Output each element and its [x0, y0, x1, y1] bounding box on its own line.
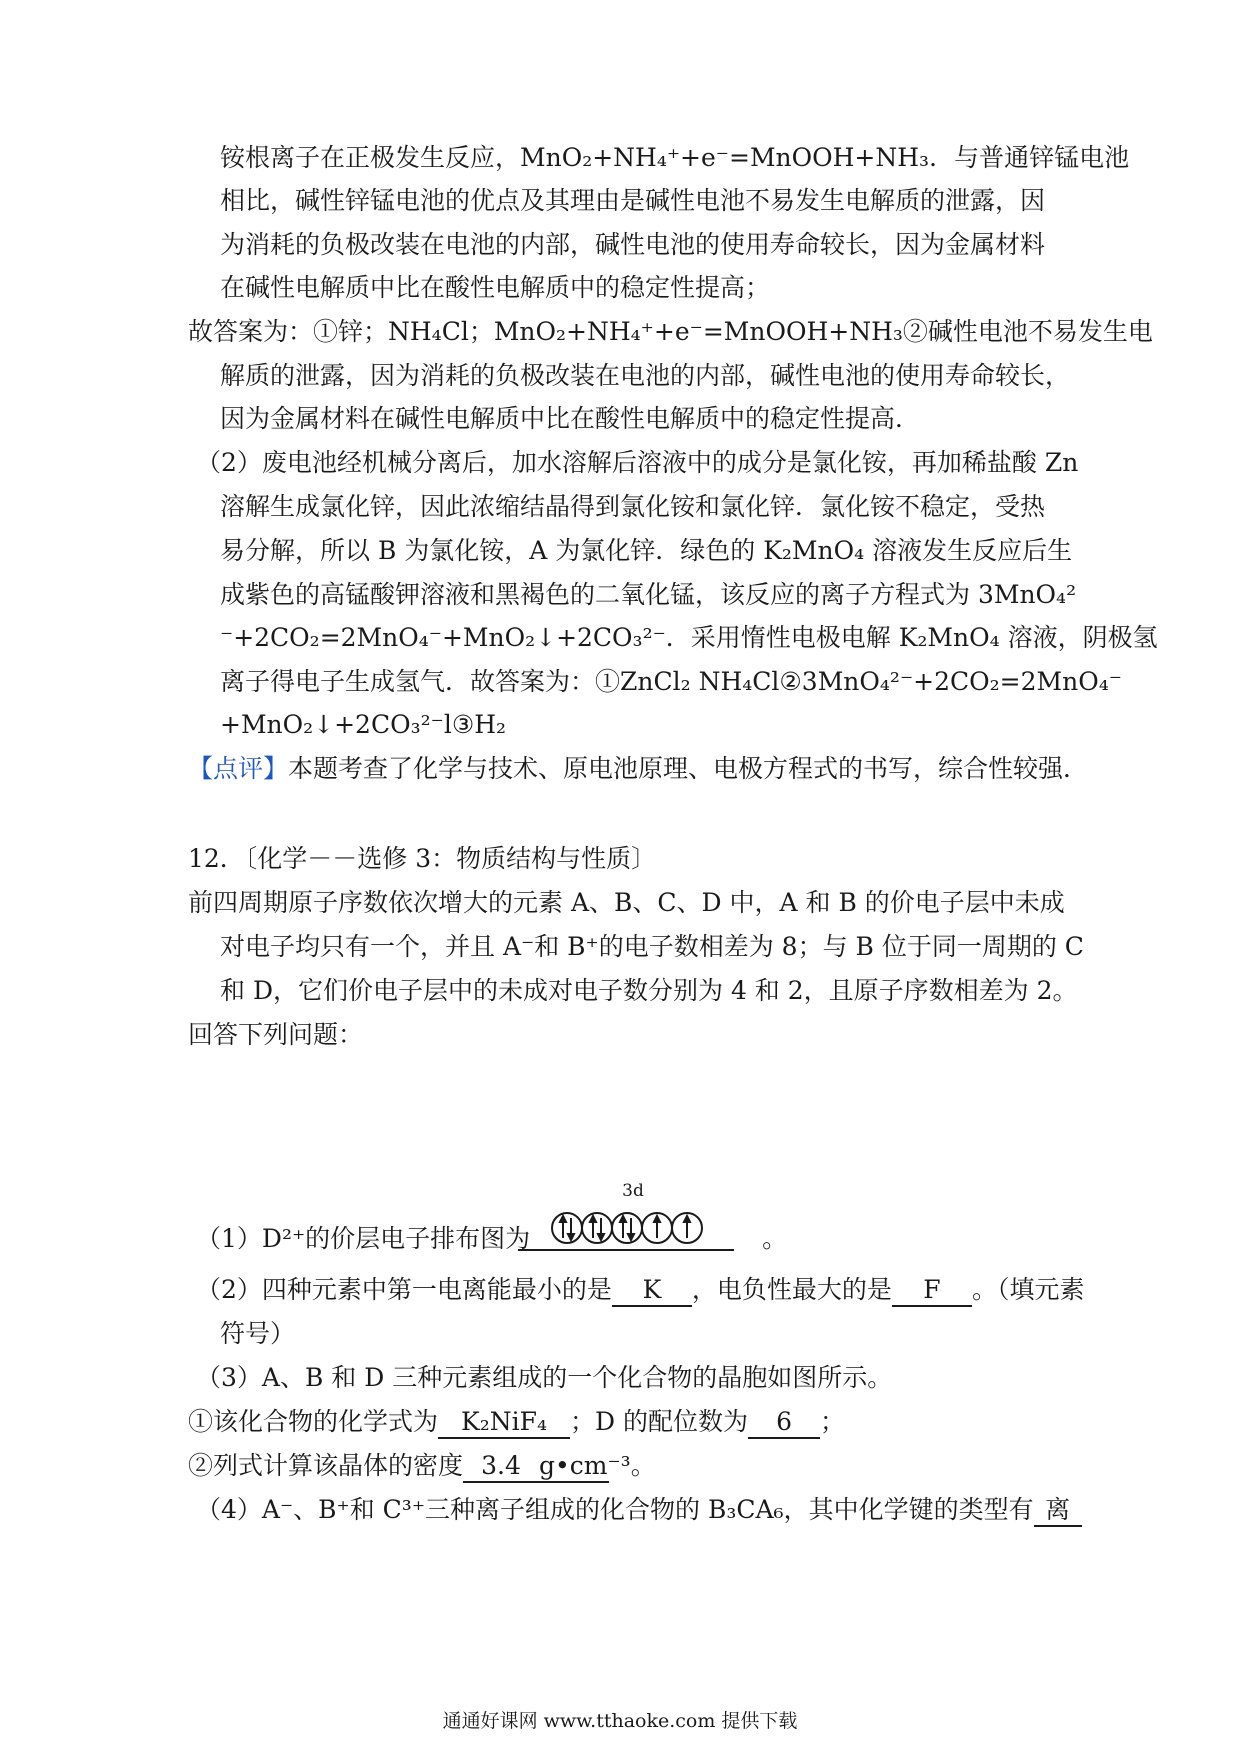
answer-text-line: 故答案为：①锌；NH₄Cl；MnO₂+NH₄⁺+e⁻=MnOOH+NH₃②碱性电池不易发生电: [188, 317, 1153, 346]
body-text-line: 溶解生成氯化锌，因此浓缩结晶得到氯化铵和氯化锌．氯化铵不稳定，受热: [220, 492, 1046, 521]
density-unit: g•cm⁻³。: [539, 1451, 609, 1483]
part-1-end: 。: [762, 1224, 788, 1253]
question-part-4: [196, 1493, 1082, 1527]
review-tag: 【点评】: [188, 754, 289, 783]
body-text-line: 易分解，所以 B 为氯化铵，A 为氯化锌．绿色的 K₂MnO₄ 溶液发生反应后生: [220, 536, 1073, 565]
question-stem-line: 和 D，它们价电子层中的未成对电子数分别为 4 和 2，且原子序数相差为 2。: [220, 976, 1078, 1005]
question-stem-line: 回答下列问题：: [188, 1020, 364, 1049]
body-text-line: 成紫色的高锰酸钾溶液和黑褐色的二氧化锰，该反应的离子方程式为 3MnO₄²: [220, 580, 1077, 609]
question-part-3-1: [188, 1405, 845, 1439]
body-text-line: +MnO₂↓+2CO₃²⁻l③H₂: [220, 710, 507, 739]
body-text-line: 铵根离子在正极发生反应，MnO₂+NH₄⁺+e⁻=MnOOH+NH₃．与普通锌锰电池: [220, 143, 1130, 172]
question-title: 12．〔化学－－选修 3：物质结构与性质〕: [188, 844, 657, 873]
answer-blank-f: F: [892, 1275, 972, 1307]
page-footer: 通通好课网 www.tthaoke.com 提供下载: [442, 1710, 798, 1732]
body-text-line: 相比，碱性锌锰电池的优点及其理由是碱性电池不易发生电解质的泄露，因: [220, 186, 1046, 215]
body-text-line: 为消耗的负极改装在电池的内部，碱性电池的使用寿命较长，因为金属材料: [220, 230, 1046, 259]
answer-text-line: 解质的泄露，因为消耗的负极改装在电池的内部，碱性电池的使用寿命较长，: [220, 361, 1071, 390]
question-part-1: [196, 1222, 787, 1256]
answer-text-line: 因为金属材料在碱性电解质中比在酸性电解质中的稳定性提高．: [220, 404, 921, 433]
question-part-3-2: [188, 1449, 656, 1483]
part-3-1-text: ；D 的配位数为: [570, 1407, 749, 1436]
part-4-text: （4）A⁻、B⁺和 C³⁺三种离子组成的化合物的 B₃CA₆，其中化学键的类型有: [196, 1495, 1034, 1524]
part-3-1-text: ；: [820, 1407, 846, 1436]
answer-blank-formula: K₂NiF₄: [438, 1407, 570, 1439]
body-text-line: （2）废电池经机械分离后，加水溶解后溶液中的成分是氯化铵，再加稀盐酸 Zn: [196, 448, 1079, 477]
part-2-text: （2）四种元素中第一电离能最小的是: [196, 1275, 612, 1304]
question-stem-line: 前四周期原子序数依次增大的元素 A、B、C、D 中，A 和 B 的价电子层中未成: [188, 888, 1065, 917]
answer-blank-k: K: [612, 1275, 692, 1307]
answer-blank-density: 3.4: [463, 1451, 539, 1483]
part-3-1-text: ①该化合物的化学式为: [188, 1407, 439, 1436]
part-2-continuation: 符号）: [220, 1319, 296, 1348]
answer-blank-coordination: 6: [748, 1407, 820, 1439]
orbital-label: 3d: [622, 1181, 644, 1201]
body-text-line: 离子得电子生成氢气．故答案为：①ZnCl₂ NH₄Cl②3MnO₄²⁻+2CO₂=2MnO₄⁻: [220, 667, 1122, 696]
question-stem-line: 对电子均只有一个，并且 A⁻和 B⁺的电子数相差为 8；与 B 位于同一周期的 C: [220, 932, 1084, 961]
part-3-2-text: ②列式计算该晶体的密度: [188, 1451, 464, 1480]
body-text-line: 在碱性电解质中比在酸性电解质中的稳定性提高；: [220, 273, 771, 302]
part-1-text: （1）D²⁺的价层电子排布图为: [196, 1224, 531, 1253]
review-text: 本题考查了化学与技术、原电池原理、电极方程式的书写，综合性较强．: [288, 754, 1089, 783]
question-part-3: （3）A、B 和 D 三种元素组成的一个化合物的晶胞如图所示。: [196, 1363, 893, 1392]
question-part-2: [196, 1273, 1084, 1307]
part-2-text: ，电负性最大的是: [691, 1275, 892, 1304]
part-2-text: 。（填元素: [971, 1275, 1085, 1304]
review-line: [188, 752, 1088, 786]
body-text-line: ⁻+2CO₂=2MnO₄⁻+MnO₂↓+2CO₃²⁻．采用惰性电极电解 K₂MnO₄ 溶液，阴极氢: [220, 623, 1158, 652]
answer-blank-bond: 离: [1034, 1495, 1082, 1527]
